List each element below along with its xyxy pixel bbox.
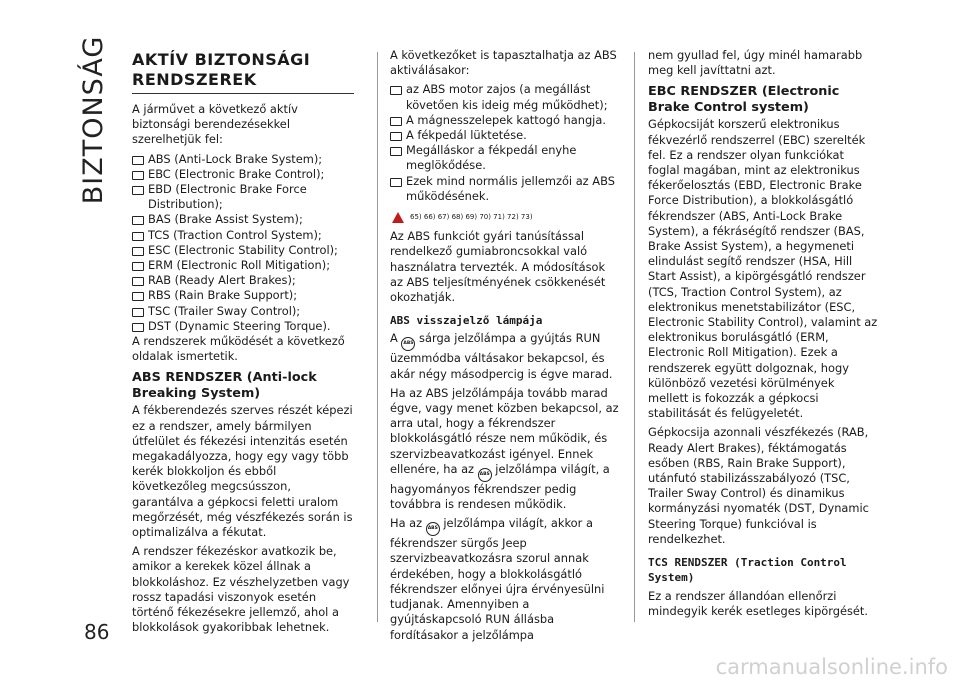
tcs-paragraph: Ez a rendszer állandóan ellenőrzi mindegyik kerék esetleges kipörgését. <box>648 588 869 618</box>
effects-list <box>390 82 620 204</box>
ebc-paragraph: Gépkocsija azonnali vészfékezés (RAB, Ready Alert Brakes), féktámogatás esőben (RBS, Rain Brake Support), utánfutó stabilizásszabályozó (TSC, Trailer Sway Control) és dinamikus kormányzási nyomaték (DST, Dynamic Steering Torque) funkcióval is rendelkezhet. <box>648 425 869 546</box>
outro-text: A rendszerek működését a következő oldalak ismertetik. <box>132 334 345 364</box>
list-item <box>132 228 354 243</box>
bullet-icon <box>132 277 144 286</box>
list-item <box>132 243 354 258</box>
tcs-heading: TCS RENDSZER (Traction Control System) <box>648 556 847 585</box>
abs-lamp-icon: ABS <box>478 468 492 482</box>
list-item-text: RBS (Rain Brake Support); <box>148 288 298 303</box>
bullet-icon <box>132 186 144 195</box>
list-item-text: ERM (Electronic Roll Mitigation); <box>148 258 331 273</box>
lamp-paragraph: Ha az ABS jelzőlámpa világít, akkor a fékrendszer sürgős Jeep szervizbeavatkozásra szorul annak érdekében, hogy a blokkolásgátló fékrendszer előnyei újra érvényesülni tudjanak. Amennyiben a gyújtáskapcsoló RUN állásba fordításakor a jelzőlámpa <box>390 516 605 642</box>
list-item <box>132 167 354 182</box>
lamp-paragraph: Ha az ABS jelzőlámpája tovább marad égve, vagy menet közben bekapcsol, az arra utal, hogy a fékrendszer blokkolásgátló része nem működik, és szervizbeavatkozást igényel. Ennek <box>390 385 619 461</box>
list-item <box>390 174 620 204</box>
list-item <box>132 258 354 273</box>
bullet-icon <box>132 323 144 332</box>
list-item-text: RAB (Ready Alert Brakes); <box>148 273 296 288</box>
list-item <box>132 182 354 212</box>
column-divider <box>377 52 378 622</box>
bullet-icon <box>132 292 144 301</box>
list-item <box>390 143 620 173</box>
list-item-text: TSC (Trailer Sway Control); <box>148 303 301 318</box>
list-item <box>132 273 354 288</box>
list-item <box>390 113 620 128</box>
bullet-icon <box>390 86 402 95</box>
abs-lamp-icon: ABS <box>401 337 415 351</box>
column-3 <box>648 48 878 623</box>
warning-icon <box>392 212 404 223</box>
tyres-paragraph: Az ABS funkciót gyári tanúsítással rendelkező gumiabroncsokkal való használatra tervezték. A módosítások az ABS teljesítményének csökkenését okozhatják. <box>390 229 606 305</box>
abs-lamp-icon: ABS <box>426 522 440 536</box>
bullet-icon <box>390 132 402 141</box>
list-item-text: TCS (Traction Control System); <box>148 227 322 242</box>
ebc-paragraph: Gépkocsiját korszerű elektronikus fékvezérlő rendszerrel (EBC) szerelték fel. Ez a rendszer olyan funkciókat foglal magában, mint az elektronikus fékerőelosztás (EBD, Electronic Brake Force Distribution), a blokkolásgátló fékrendszer (ABS, Anti-Lock Brake System), a fékráségítő rendszer (BAS, Brake Assist System), a hegymeneti elindulást segítő rendszer (HSA, Hill Start Assist), a kipörgésgátló rendszer (TCS, Traction Control System), az elektronikus menetstabilizátor (ESC, Electronic Stability Control), valamint az elektronikus borulásgátló (ERM, Electronic Roll Mitigation). Ezek a rendszerek együtt dolgoznak, hogy különböző vezetési körülmények mellett is fokozzák a gépkocsi stabilitását és felügyeletét. <box>648 117 878 421</box>
bullet-icon <box>390 147 402 156</box>
list-item-text: A mágnesszelepek kattogó hangja. <box>406 112 606 127</box>
section-title: BIZTONSÁG <box>78 35 109 205</box>
section-heading: AKTÍV BIZTONSÁGI RENDSZEREK <box>132 50 354 94</box>
systems-list <box>132 152 354 334</box>
lamp-paragraph: A ABS sárga jelzőlámpa a gyújtás RUN üzemmódba váltásakor bekapcsol, és akár négy másodpercig is égve marad. <box>390 331 613 381</box>
bullet-icon <box>132 216 144 225</box>
list-item-text: EBC (Electronic Brake Control); <box>148 166 325 181</box>
lamp-paragraph: ellenére, ha az ABS jelzőlámpa világít, a hagyományos fékrendszer pedig továbbra is rendesen működik. <box>390 461 610 512</box>
ebc-heading: EBC RENDSZER (Electronic Brake Control system) <box>648 84 840 115</box>
bullet-icon <box>390 117 402 126</box>
bullet-icon <box>132 232 144 241</box>
list-item <box>390 128 620 143</box>
abs-heading: ABS RENDSZER (Anti-lock Breaking System) <box>132 370 317 401</box>
bullet-icon <box>132 308 144 317</box>
bullet-icon <box>390 178 402 187</box>
list-item-text: Ezek mind normális jellemzői az ABS működésének. <box>406 173 615 203</box>
bullet-icon <box>132 156 144 165</box>
list-item-text: ABS (Anti-Lock Brake System); <box>148 151 323 166</box>
column-divider <box>634 52 635 622</box>
warning-refs-text: 65) 66) 67) 68) 69) 70) 71) 72) 73) <box>410 213 533 222</box>
warning-references <box>392 210 620 225</box>
effects-intro: A következőket is tapasztalhatja az ABS aktiválásakor: <box>390 48 617 78</box>
column-1 <box>132 48 354 640</box>
list-item-text: ESC (Electronic Stability Control); <box>148 242 338 257</box>
abs-paragraph: A fékberendezés szerves részét képezi ez a rendszer, amely bármilyen útfelület és fékezési intenzitás esetén megakadályozza, hogy egy vagy több kerék blokkoljon és ebből következőleg megcsússzon, garantálva a gépkocsi feletti uralom megőrzését, még vészfékezés során is optimalizálva a fékutat. <box>132 403 353 540</box>
list-item-text: BAS (Brake Assist System); <box>148 212 303 227</box>
list-item <box>132 152 354 167</box>
list-item <box>132 319 354 334</box>
list-item-text: A fékpedál lüktetése. <box>406 128 527 143</box>
page-number: 86 <box>84 620 110 644</box>
list-item-text: az ABS motor zajos (a megállást követően kis ideig még működhet); <box>406 82 608 112</box>
intro-text: A járművet a következő aktív biztonsági berendezésekkel szerelhetjük fel: <box>132 102 298 147</box>
watermark: carmanualsonline.info <box>715 655 948 679</box>
abs-paragraph: A rendszer fékezéskor avatkozik be, amikor a kerekek közel állnak a blokkoláshoz. Ez vészhelyzetben vagy rossz tapadási viszonyok esetén történő fékezésekre jellemző, ahol a blokkolások gyakoribbak lehetnek. <box>132 544 350 635</box>
bullet-icon <box>132 171 144 180</box>
column-2 <box>390 48 620 647</box>
list-item <box>390 82 620 112</box>
list-item-text: DST (Dynamic Steering Torque). <box>148 318 331 333</box>
continued-paragraph: nem gyullad fel, úgy minél hamarabb meg kell javíttatni azt. <box>648 48 863 78</box>
bullet-icon <box>132 262 144 271</box>
list-item-text: EBD (Electronic Brake Force Distribution); <box>148 182 307 212</box>
list-item <box>132 288 354 303</box>
bullet-icon <box>132 247 144 256</box>
list-item <box>132 304 354 319</box>
lamp-heading: ABS visszajelző lámpája <box>390 314 543 328</box>
list-item <box>132 212 354 227</box>
list-item-text: Megálláskor a fékpedál enyhe meglökődése. <box>406 143 577 173</box>
